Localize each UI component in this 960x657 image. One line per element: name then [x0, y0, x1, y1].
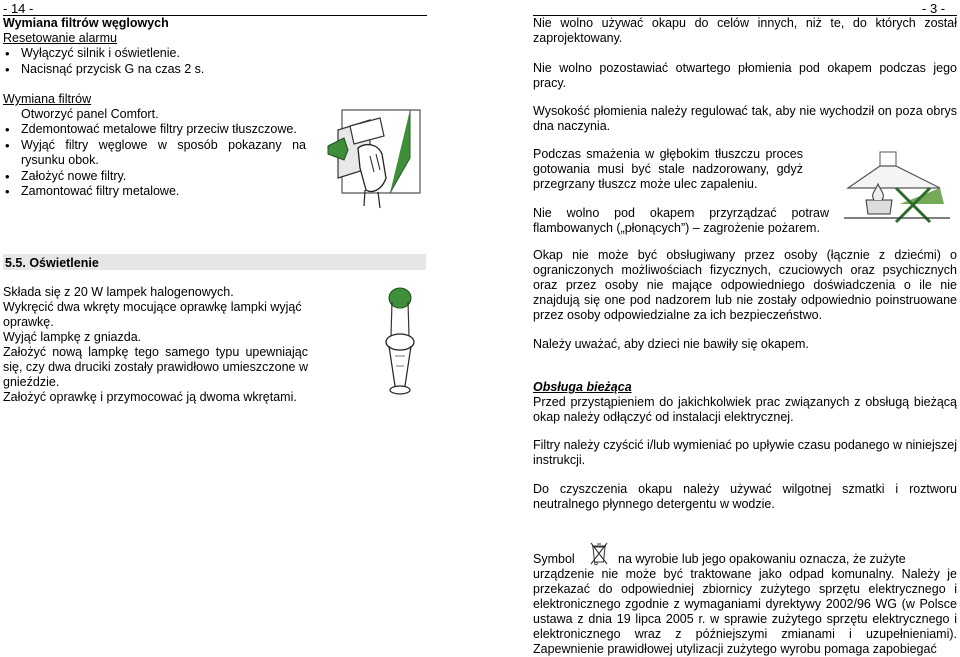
lighting-section-bar: [3, 254, 426, 270]
paragraph: Przed przystąpieniem do jakichkolwiek prac związanych z obsługą bieżącą okap należy odłączyć od instalacji elektrycznej.: [533, 395, 957, 424]
service-title: Obsługa bieżąca: [533, 380, 632, 394]
symbol-word: Symbol: [533, 552, 575, 566]
lighting-line: Wykręcić dwa wkręty mocujące oprawkę lampki wyjąć oprawkę.: [3, 300, 302, 329]
lighting-line: Wyjąć lampkę z gniazda.: [3, 330, 142, 344]
filter-removal-illustration: [320, 98, 430, 213]
filters-title: Wymiana filtrów węglowych: [3, 16, 169, 30]
lamp-illustration: [375, 286, 425, 404]
replace-title: Wymiana filtrów: [3, 92, 92, 106]
reset-steps: [3, 46, 303, 77]
paragraph: Nie wolno pozostawiać otwartego płomienia pod okapem podczas jego pracy.: [533, 61, 957, 90]
symbol-rest: na wyrobie lub jego opakowaniu oznacza, że zużyte: [618, 552, 906, 566]
paragraph: Filtry należy czyścić i/lub wymieniać po upływie czasu podanego w niniejszej instrukcji.: [533, 438, 957, 467]
lighting-line: Składa się z 20 W lampek halogenowych.: [3, 285, 234, 299]
reset-title: Resetowanie alarmu: [3, 31, 117, 45]
paragraph: Do czyszczenia okapu należy używać wilgotnej szmatki i roztworu neutralnego płynnego detergentu w wodzie.: [533, 482, 957, 511]
page-number-left: - 14 -: [3, 1, 34, 16]
symbol-paragraph: urządzenie nie może być traktowane jako odpad komunalny. Należy je przekazać do odpowiedniej zbiornicy zużytego sprzętu elektrycznego i elektronicznego zgodnie z wymaganiami dyrektywy 2002/96 WG (w Polsce ustawa z dnia 19 lipca 2005 r. w sprawie zużytego sprzętu elektrycznego i elektronicznego wraz z późniejszymi zmianami i uzupełnieniami). Zapewnienie prawidłowej utylizacji zużytego wyrobu pomaga zapobiegać: [533, 567, 957, 656]
paragraph: Nie wolno pod okapem przyrządzać potraw flambowanych („płonących”) – zagrożenie pożarem.: [533, 206, 829, 235]
list-item: • Nacisnąć przycisk G na czas 2 s.: [3, 62, 303, 78]
crossed-bin-icon: [589, 540, 609, 566]
page-number-right: - 3 -: [922, 1, 946, 16]
replace-steps: [3, 122, 306, 200]
lighting-line: Założyć oprawkę i przymocować ją dwoma wkrętami.: [3, 390, 297, 404]
no-flambe-illustration: [840, 150, 958, 225]
list-item: • Założyć nowe filtry.: [3, 169, 306, 185]
paragraph: Wysokość płomienia należy regulować tak, aby nie wychodził on poza obrys dna naczynia.: [533, 104, 957, 133]
paragraph: Należy uważać, aby dzieci nie bawiły się okapem.: [533, 337, 809, 351]
paragraph: Nie wolno używać okapu do celów innych, niż te, do których został zaprojektowany.: [533, 16, 957, 45]
lighting-title: 5.5. Oświetlenie: [5, 256, 99, 270]
replace-intro: Otworzyć panel Comfort.: [21, 107, 159, 121]
lighting-line: Założyć nową lampkę tego samego typu upewniając się, czy dwa druciki zostały prawidłowo umieszczone w gnieździe.: [3, 345, 308, 389]
paragraph: Podczas smażenia w głębokim tłuszczu proces gotowania musi być stale nadzorowany, gdyż przegrzany tłuszcz może ulec zapaleniu.: [533, 147, 803, 191]
list-item: • Zamontować filtry metalowe.: [3, 184, 306, 200]
list-item: • Wyjąć filtry węglowe w sposób pokazany na rysunku obok.: [3, 138, 306, 169]
list-item: • Wyłączyć silnik i oświetlenie.: [3, 46, 303, 62]
list-item: • Zdemontować metalowe filtry przeciw tłuszczowe.: [3, 122, 306, 138]
lighting-text: [3, 285, 308, 405]
paragraph: Okap nie może być obsługiwany przez osoby (łącznie z dziećmi) o ograniczonych możliwościach fizycznych, czuciowych oraz psychicznych oraz przez osoby nie mające odpowiedniego doświadczenia o ile nie znajdują się one pod nadzorem lub nie zostały odpowiednio poinstruowane przez osoby odpowiedzialne za ich bezpieczeństwo.: [533, 248, 957, 322]
